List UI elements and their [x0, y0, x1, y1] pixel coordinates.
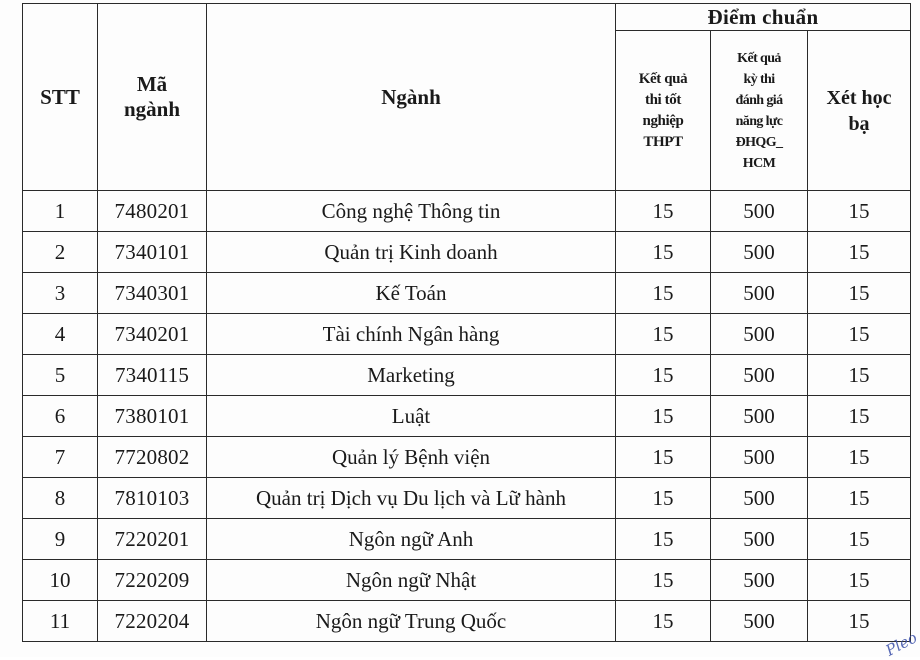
header-dgnl-line: Kết quả: [737, 50, 781, 66]
cell-hocba: 15: [808, 560, 911, 601]
table-header: [23, 4, 911, 191]
table-row: [23, 478, 911, 519]
cell-hocba: 15: [808, 396, 911, 437]
cell-thpt: 15: [616, 355, 711, 396]
cell-stt: 4: [23, 314, 98, 355]
cell-stt: 6: [23, 396, 98, 437]
table-row: [23, 191, 911, 232]
cell-major: Ngôn ngữ Nhật: [207, 560, 616, 601]
header-dgnl-line: HCM: [742, 155, 776, 171]
header-hocba-line: Xét học: [826, 86, 892, 109]
header-code: [98, 4, 207, 191]
cell-thpt: 15: [616, 437, 711, 478]
header-thpt: [616, 31, 711, 191]
header-dgnl: [711, 31, 808, 191]
table-row: [23, 314, 911, 355]
cell-stt: 7: [23, 437, 98, 478]
table-row: [23, 355, 911, 396]
header-stt: STT: [23, 4, 98, 191]
cell-major: Ngôn ngữ Trung Quốc: [207, 601, 616, 642]
cell-stt: 10: [23, 560, 98, 601]
cell-thpt: 15: [616, 478, 711, 519]
header-thpt-line: nghiệp: [642, 112, 684, 129]
cell-major: Kế Toán: [207, 273, 616, 314]
cell-stt: 11: [23, 601, 98, 642]
cell-code: 7340301: [98, 273, 207, 314]
cell-dgnl: 500: [711, 601, 808, 642]
cell-hocba: 15: [808, 191, 911, 232]
cell-dgnl: 500: [711, 273, 808, 314]
cell-dgnl: 500: [711, 191, 808, 232]
cell-major: Luật: [207, 396, 616, 437]
admission-scores-table: [22, 3, 911, 642]
cell-dgnl: 500: [711, 396, 808, 437]
table-body: [23, 191, 911, 642]
cell-dgnl: 500: [711, 355, 808, 396]
table-row: [23, 232, 911, 273]
cell-thpt: 15: [616, 191, 711, 232]
cell-code: 7220204: [98, 601, 207, 642]
cell-code: 7480201: [98, 191, 207, 232]
cell-major: Marketing: [207, 355, 616, 396]
cell-hocba: 15: [808, 273, 911, 314]
table-row: [23, 601, 911, 642]
cell-dgnl: 500: [711, 232, 808, 273]
cell-major: Tài chính Ngân hàng: [207, 314, 616, 355]
header-hocba-line: bạ: [848, 112, 870, 135]
cell-thpt: 15: [616, 560, 711, 601]
header-score-group: Điểm chuẩn: [616, 4, 911, 31]
cell-code: 7810103: [98, 478, 207, 519]
cell-thpt: 15: [616, 601, 711, 642]
cell-code: 7720802: [98, 437, 207, 478]
header-hocba: [808, 31, 911, 191]
header-thpt-line: Kết quả: [638, 70, 688, 87]
cell-dgnl: 500: [711, 478, 808, 519]
cell-dgnl: 500: [711, 560, 808, 601]
cell-major: Công nghệ Thông tin: [207, 191, 616, 232]
cell-thpt: 15: [616, 396, 711, 437]
cell-code: 7220201: [98, 519, 207, 560]
cell-code: 7340115: [98, 355, 207, 396]
cell-stt: 5: [23, 355, 98, 396]
cell-hocba: 15: [808, 232, 911, 273]
cell-hocba: 15: [808, 437, 911, 478]
signature-fragment: Pleo: [882, 628, 920, 660]
header-dgnl-line: kỳ thi: [743, 71, 775, 87]
table-row: [23, 273, 911, 314]
cell-code: 7380101: [98, 396, 207, 437]
cell-stt: 8: [23, 478, 98, 519]
cell-stt: 2: [23, 232, 98, 273]
cell-dgnl: 500: [711, 519, 808, 560]
header-thpt-line: THPT: [643, 133, 683, 150]
cell-code: 7340201: [98, 314, 207, 355]
table-row: [23, 519, 911, 560]
cell-major: Quản trị Kinh doanh: [207, 232, 616, 273]
table-row: [23, 396, 911, 437]
cell-hocba: 15: [808, 601, 911, 642]
header-code-line1: Mã: [136, 72, 168, 96]
cell-hocba: 15: [808, 314, 911, 355]
cell-major: Quản lý Bệnh viện: [207, 437, 616, 478]
cell-dgnl: 500: [711, 314, 808, 355]
cell-code: 7340101: [98, 232, 207, 273]
cell-thpt: 15: [616, 232, 711, 273]
table-row: [23, 437, 911, 478]
header-dgnl-line: ĐHQG_: [735, 134, 783, 150]
table-row: [23, 560, 911, 601]
cell-stt: 9: [23, 519, 98, 560]
cell-thpt: 15: [616, 519, 711, 560]
header-major: Ngành: [207, 4, 616, 191]
header-thpt-line: thi tốt: [645, 91, 681, 108]
cell-code: 7220209: [98, 560, 207, 601]
cell-major: Ngôn ngữ Anh: [207, 519, 616, 560]
cell-stt: 3: [23, 273, 98, 314]
cell-stt: 1: [23, 191, 98, 232]
cell-hocba: 15: [808, 478, 911, 519]
cell-major: Quản trị Dịch vụ Du lịch và Lữ hành: [207, 478, 616, 519]
cell-hocba: 15: [808, 519, 911, 560]
header-dgnl-line: năng lực: [735, 113, 783, 129]
cell-hocba: 15: [808, 355, 911, 396]
cell-dgnl: 500: [711, 437, 808, 478]
cell-thpt: 15: [616, 314, 711, 355]
header-code-line2: ngành: [123, 97, 181, 121]
cell-thpt: 15: [616, 273, 711, 314]
header-dgnl-line: đánh giá: [735, 92, 783, 108]
